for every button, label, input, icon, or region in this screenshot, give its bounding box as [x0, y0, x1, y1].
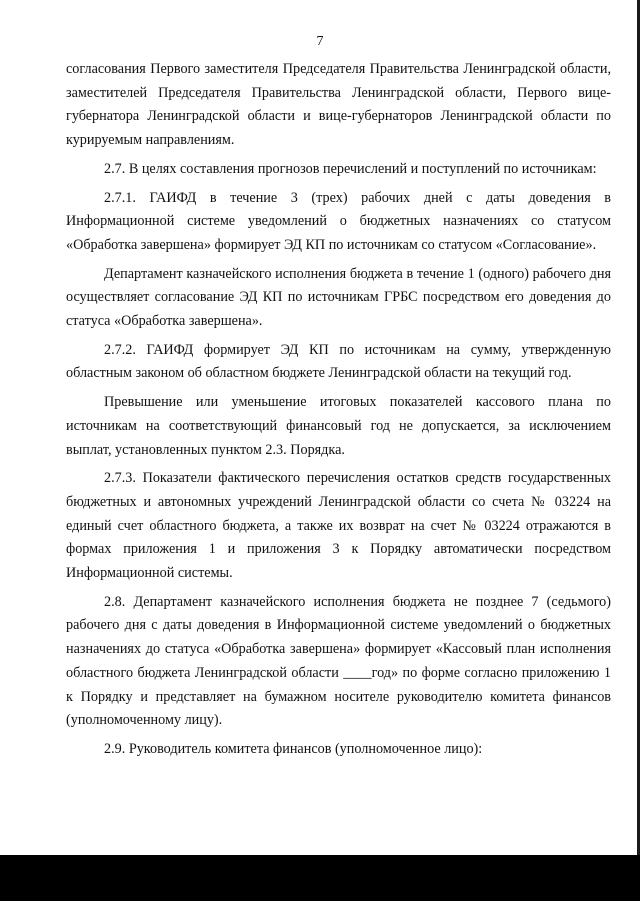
paragraph-continuation: согласования Первого заместителя Председателя Правительства Ленинградской области, заместителей Председателя Правительства Ленинградской области, Первого вице-губернатора Ленинградской области и вице-губернаторов Ленинградской области по курируемым направлениям. — [66, 61, 611, 149]
scan-border-bottom — [0, 855, 640, 901]
paragraph-2-7-1: 2.7.1. ГАИФД в течение 3 (трех) рабочих дней с даты доведения в Информационной системе уведомлений о бюджетных назначениях со статусом «Обработка завершена» формирует ЭД КП по источникам со статусом «Согласование». — [66, 189, 611, 253]
document-body — [66, 58, 611, 767]
paragraph-2-8: 2.8. Департамент казначейского исполнения бюджета не позднее 7 (седьмого) рабочего дня с даты доведения в Информационной системе уведомлений о бюджетных назначениях до статуса «Обработка завершена» формирует «Кассовый план исполнения областного бюджета Ленинградской области ____год» по форме согласно приложению 1 к Порядку и представляет на бумажном носителе руководителю комитета финансов (уполномоченному лицу). — [66, 593, 611, 729]
paragraph-2-7-3: 2.7.3. Показатели фактического перечисления остатков средств государственных бюджетных и автономных учреждений Ленинградской области со счета № 03224 на единый счет областного бюджета, а также их возврат на счет № 03224 отражаются в формах приложения 1 и приложения 3 к Порядку автоматически посредством Информационной системы. — [66, 470, 611, 582]
paragraph-deviation-rule: Превышение или уменьшение итоговых показателей кассового плана по источникам на соответствующий финансовый год не допускается, за исключением выплат, установленных пунктом 2.3. Порядка. — [66, 394, 611, 458]
page-number: 7 — [316, 34, 324, 49]
paragraph-2-7-2: 2.7.2. ГАИФД формирует ЭД КП по источникам на сумму, утвержденную областным законом об областном бюджете Ленинградской области на текущий год. — [66, 341, 611, 382]
paragraph-2-7: 2.7. В целях составления прогнозов перечислений и поступлений по источникам: — [104, 160, 597, 177]
paragraph-treasury-approval: Департамент казначейского исполнения бюджета в течение 1 (одного) рабочего дня осуществляет согласование ЭД КП по источникам ГРБС посредством его доведения до статуса «Обработка завершена». — [66, 265, 611, 330]
paragraph-2-9: 2.9. Руководитель комитета финансов (уполномоченное лицо): — [104, 740, 483, 757]
